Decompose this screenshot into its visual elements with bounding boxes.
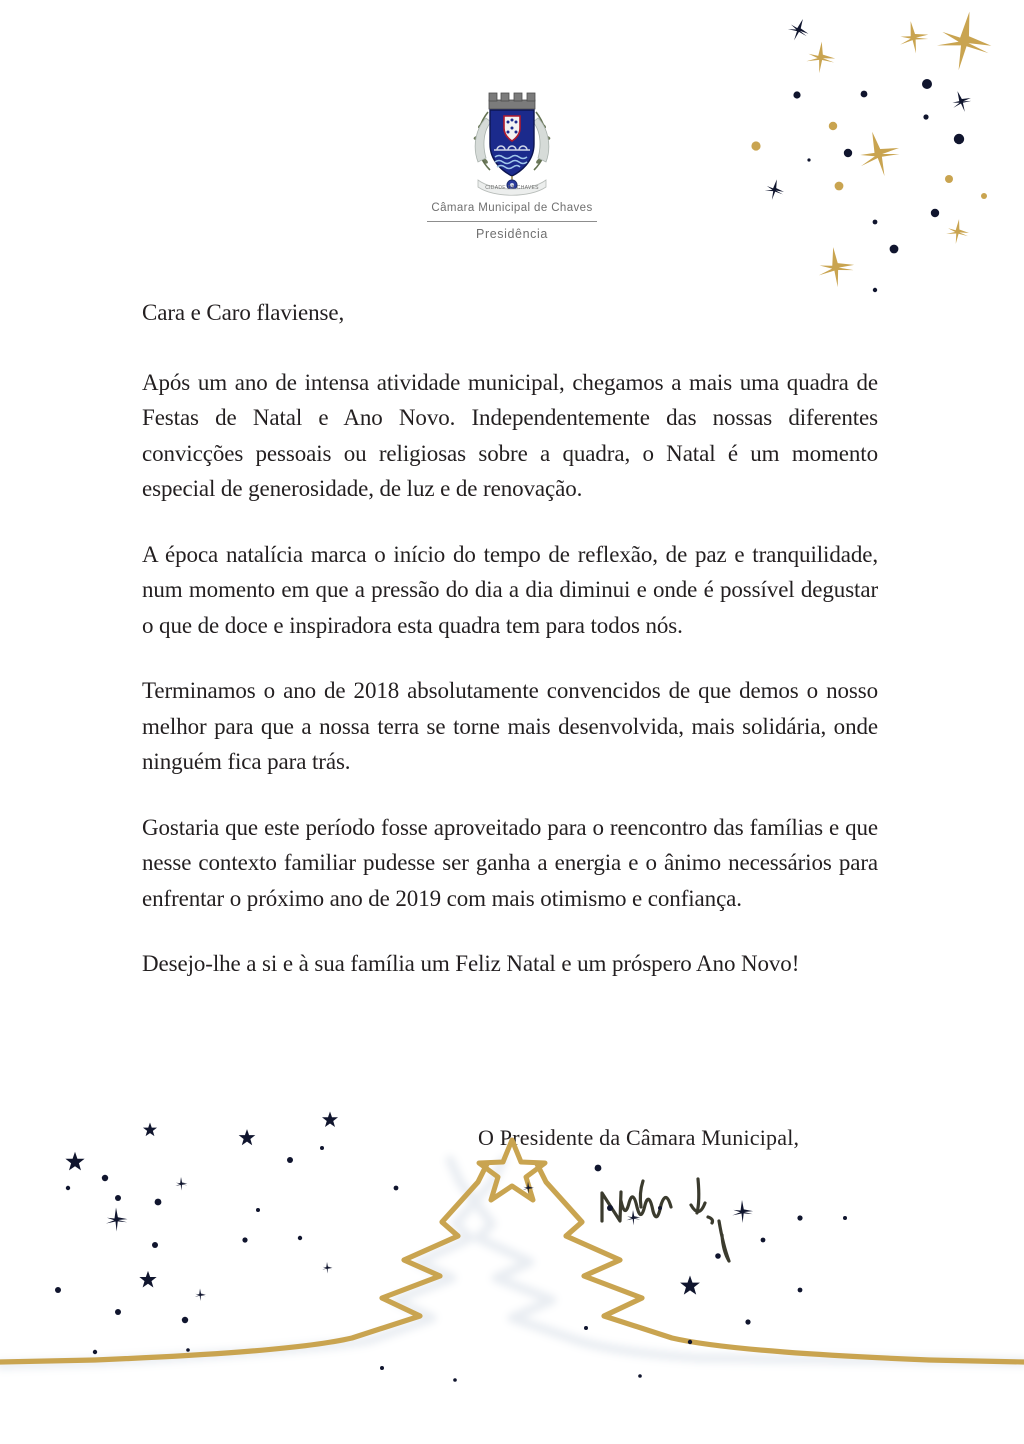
chaves-coat-of-arms-icon: [464, 88, 560, 196]
letterhead: [0, 88, 1024, 241]
salutation: Cara e Caro flaviense,: [142, 300, 345, 325]
department-name: Presidência: [476, 226, 548, 241]
handwritten-signature-icon: [588, 1159, 798, 1269]
signature-block: [478, 1124, 898, 1269]
paragraph-4: Gostaria que este período fosse aproveitado para o reencontro das famílias e que nesse contexto familiar pudesse ser ganha a energia e o ânimo necessários para enfrentar o próximo ano de 2019 com mais otimismo e confiança.: [142, 814, 878, 911]
letterhead-divider: [427, 221, 597, 222]
paragraph-5: Desejo-lhe a si e à sua família um Feliz Natal e um próspero Ano Novo!: [142, 951, 800, 976]
crest-ribbon-text: CIDADE DE CHAVES: [485, 185, 539, 191]
paragraph-1: Após um ano de intensa atividade municipal, chegamos a mais uma quadra de Festas de Natal e Ano Novo. Independentemente das nossas diferentes convicções pessoais ou religiosas sobre a quadra, o Natal é um momento especial de generosidade, de luz e de renovação.: [142, 369, 878, 501]
letter-body: [142, 296, 878, 982]
organization-name: Câmara Municipal de Chaves: [431, 202, 593, 214]
signature-title: O Presidente da Câmara Municipal,: [478, 1125, 800, 1150]
paragraph-3: Terminamos o ano de 2018 absolutamente convencidos de que demos o nosso melhor para que a nossa terra se torne mais desenvolvida, mais solidária, onde ninguém fica para trás.: [142, 678, 878, 774]
paragraph-2: A época natalícia marca o início do tempo de reflexão, de paz e tranquilidade, num momento em que a pressão do dia a dia diminui e onde é possível degustar o que de doce e inspiradora esta quadra tem para todos nós.: [142, 541, 878, 638]
